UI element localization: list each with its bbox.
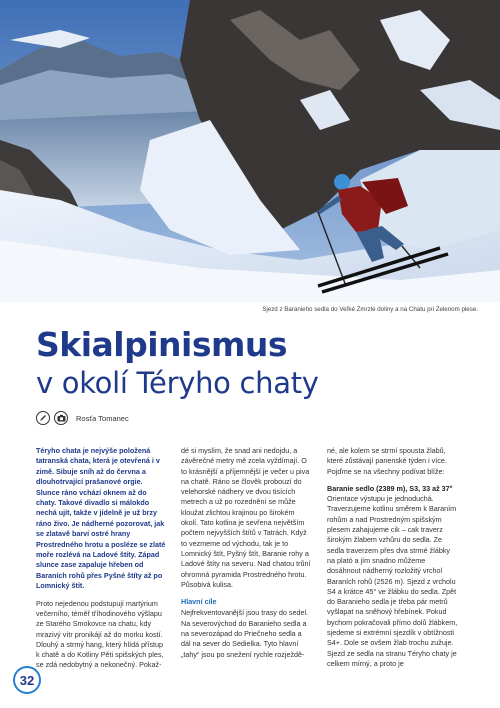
column-3 — [327, 446, 459, 676]
title-line-2: v okolí Téryho chaty — [36, 366, 319, 400]
lead-paragraph: Téryho chata je nejvýše položená tatranská chata, která je otevřená i v zimě. Sibuje sníh až do června a dlouhotrvající prašanové orgie. Slunce ráno vchází oknem až do chaty. Takové divadlo si málokdo nechá ujít, takže v jídelně je už brzy ráno živo. Je nádherné pozorovat, jak se zlatavě barví ostré hrany Prostredného hrotu a posléze se zlaté moře rozlévá na Ladové štíty. Západ slunce zase zapaluje hřeben od Baraních rohů přes Pyšné štíty až po Lomnický štít. — [36, 446, 166, 591]
body-paragraph: Orientace výstupu je jednoduchá. Traverzujeme kotlinu směrem k Baraním rohům a nad Prostredným spišským plesem zahajujeme cik – cak traverz širokým žlabem vzhůru do sedla. Ze sedla traverzem přes dva strmé žlábky na plató a jím snadno můžeme dosáhnout nádherný rozložitý vrchol Baraních rohů (2526 m). Sjezd z vrcholu S4 a krátce 45° ve žlábku do sedla. Zpět do Baranieho sedla je třeba pár metrů vyšlapat na sněhový hřebínek. Pokud bychom pokračovali přímo dolů žlábkem, sjedeme si extrémní sjezdík v obtížnosti S4+. Dole se ovšem žlab trochu zužuje. Sjezd ze sedla na stranu Téryho chaty je celkem mírný, a proto je — [327, 494, 458, 668]
article-title — [36, 326, 319, 402]
body-paragraph: Proto nejedenou podstupují martýrium večerního, téměř tříhodinového výšlapu ze Starého Smokovce na chatu, kdy mrazivý vítr pronikájí až do morku kostí. Dlouhý a strmý hang, který hlídá přístup k chatě a do Kotliny Pěti spišských ples, se zdá nedobytný a nekonečný. Pokaž- — [36, 598, 164, 670]
hero-photo — [0, 0, 500, 302]
pen-icon — [36, 411, 50, 425]
body-paragraph: né, ale kolem se strmí spousta žlabů, které zůstávají panenské týden i více. Pojďme se na všechny podívat blíže: — [327, 446, 447, 476]
column-1 — [36, 446, 168, 678]
body-paragraph: dé si myslím, že snad ani nedojdu, a závěrečné metry mě zcela vyždímají. O to krásnější a příjemnější je večer u piva na chatě. Ráno se člověk probouzí do velehorské nádhery ve dvou tisících metrech a už po rozednění se může kloužat zlichtou krajinou po širokém okolí. Tato kotlina je sevřena největším počtem nejvyšších štítů v Tatrách. Když to vezmeme od východu, tak je to Lomnický štít, Pyšný štít, Baranie rohy a Ladové štíty na severu. Nad chatou trůní ohromná pyramida Prostredného hrotu. Působivá kulisa. — [181, 446, 311, 589]
column-2 — [181, 446, 313, 667]
subheading-baranie-sedlo: Baranie sedlo (2389 m), S3, 33 až 37° — [327, 483, 453, 493]
page-number: 32 — [13, 666, 41, 694]
title-line-1: Skialpinismus — [36, 325, 288, 364]
ski-mountain-illustration — [0, 0, 500, 302]
subheading-main-goals: Hlavní cíle — [181, 597, 217, 607]
author-name: Rosťa Tomanec — [76, 413, 129, 423]
body-paragraph: Nejfrekventovanější jsou trasy do sedel. Na severovýchod do Baranieho sedla a na severozápad do Priečneho sedla a dál na sever do Sedielka. Tyto hlavní „tahy“ jsou po snežení rychle rozježdě- — [181, 608, 309, 659]
camera-icon — [54, 411, 68, 425]
photo-caption: Sjezd z Baranieho sedla do Veľké Zmrzlé doliny a na Chatu pri Zelenom plese. — [262, 306, 478, 313]
author-row — [36, 410, 129, 426]
